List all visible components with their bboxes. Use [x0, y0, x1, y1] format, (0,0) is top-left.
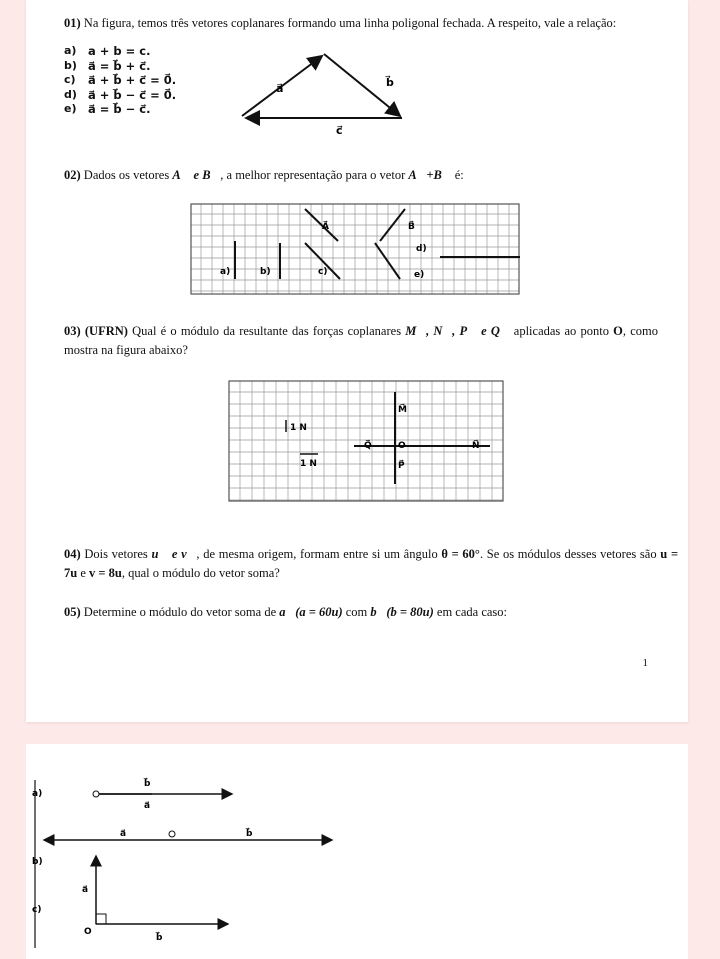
- grid-label-O: O: [398, 441, 406, 451]
- case-b-origin: [169, 831, 175, 837]
- case-c-label-a: a⃗: [82, 885, 89, 895]
- q5-text2: em cada caso:: [436, 605, 508, 619]
- case-c-label: c): [32, 905, 42, 915]
- grid-label-d: d): [416, 244, 427, 254]
- q1-option-b[interactable]: b) a⃗ = b⃗ + c⃗.: [64, 58, 151, 73]
- q2-sum: A⃗+B⃗: [408, 168, 452, 182]
- label-c: c⃗: [336, 124, 343, 137]
- case-a-label: a): [32, 789, 43, 799]
- grid-label-e: e): [414, 270, 425, 280]
- case-b-label-a: a⃗: [120, 829, 127, 839]
- case-a-label-a: a⃗: [144, 801, 151, 811]
- page-number: 1: [642, 657, 648, 669]
- question-5: [64, 603, 678, 622]
- q1-number: 01): [64, 16, 81, 30]
- q1-option-a[interactable]: a) a + b = c.: [64, 44, 151, 58]
- q2-end: é:: [454, 168, 464, 182]
- q3-text-before: Qual é o módulo da resultante das forças coplanares: [132, 324, 402, 338]
- q2-conj: e: [193, 168, 200, 182]
- q3-number: 03): [64, 324, 81, 338]
- q5-b: b⃗(b = 80u): [370, 605, 434, 619]
- grid-label-N: N⃗: [472, 441, 480, 451]
- q5-number: 05): [64, 605, 81, 619]
- q5-cases-figure: [32, 764, 352, 954]
- q1-text: Na figura, temos três vetores coplanares formando uma linha poligonal fechada. A respeito, vale a relação:: [83, 16, 617, 30]
- label-a: a⃗: [276, 82, 284, 95]
- q2-grid-figure: [190, 203, 520, 295]
- q3-source: (UFRN): [84, 324, 128, 338]
- grid-label-B: B⃗: [408, 222, 415, 232]
- grid-label-a: a): [220, 267, 231, 277]
- grid-label-M: M⃗: [398, 405, 407, 415]
- q2-vec-b: B⃗: [202, 168, 221, 182]
- q3-text-after: aplicadas ao ponto: [513, 324, 609, 338]
- q4-vmod: v = 8u: [89, 566, 122, 581]
- page-1: [26, 0, 688, 722]
- grid-label-c: c): [318, 267, 328, 277]
- q5-text1: Determine o módulo do vetor soma de: [83, 605, 277, 619]
- grid-label-unit-2: 1 N: [300, 459, 317, 469]
- grid-label-unit-1: 1 N: [290, 423, 307, 433]
- case-a-label-b: b⃗: [144, 779, 151, 789]
- q4-text1: Dois vetores: [84, 547, 148, 561]
- q5-with: com: [345, 605, 368, 619]
- q2-grid-lines: [191, 204, 519, 294]
- case-a-origin: [93, 791, 99, 797]
- q4-v: v⃗: [181, 547, 197, 561]
- question-2: [64, 166, 684, 185]
- q4-conj: e: [171, 547, 178, 561]
- q1-triangle-figure: [236, 44, 436, 140]
- label-b: b⃗: [386, 76, 394, 89]
- q3-text-end: , como mostra na figura abaixo?: [64, 324, 659, 358]
- q2-text-before: Dados os vetores: [83, 168, 170, 182]
- page-2: [26, 744, 688, 959]
- q1-option-e[interactable]: e) a⃗ = b⃗ − c⃗.: [64, 102, 151, 116]
- q4-u: u⃗: [151, 547, 169, 561]
- q4-number: 04): [64, 547, 81, 561]
- q4-text2: , de mesma origem, formam entre si um ângulo: [196, 547, 438, 561]
- q4-text4: , qual o módulo do vetor soma?: [121, 566, 280, 581]
- q1-option-d[interactable]: d) a⃗ + b⃗ − c⃗ = 0⃗.: [64, 87, 177, 102]
- question-1: [64, 14, 684, 33]
- q2-vec-a: A⃗: [172, 168, 191, 182]
- grid-label-b: b): [260, 267, 271, 277]
- question-3: [64, 322, 658, 361]
- case-c-label-b: b⃗: [156, 933, 163, 943]
- grid-label-A: A⃗: [322, 222, 329, 232]
- grid-label-Q: Q⃗: [364, 441, 372, 451]
- question-4: [64, 545, 678, 584]
- q4-angle: θ = 60°: [441, 547, 480, 561]
- q3-grid-figure: [228, 380, 504, 502]
- q3-point: O: [613, 324, 623, 338]
- q2-number: 02): [64, 168, 81, 182]
- q1-options: [64, 44, 176, 117]
- case-b-label-b: b⃗: [246, 829, 253, 839]
- option-e-vector: [375, 243, 400, 279]
- q4-text3: . Se os módulos desses vetores são: [479, 547, 657, 561]
- case-c-origin: O: [84, 927, 92, 937]
- grid-label-P: P⃗: [398, 461, 405, 471]
- case-b-label: b): [32, 857, 43, 867]
- q1-option-c[interactable]: c) a⃗ + b⃗ + c⃗ = 0⃗.: [64, 73, 177, 87]
- q2-text-after: , a melhor representação para o vetor: [220, 168, 406, 182]
- q4-and: e: [80, 566, 86, 581]
- q4-umod: u = 7u: [64, 547, 679, 581]
- q3-forces: M⃗, N⃗, P⃗ e Q⃗: [405, 324, 510, 338]
- q5-a: a⃗(a = 60u): [279, 605, 343, 619]
- case-c-right-angle: [96, 914, 106, 924]
